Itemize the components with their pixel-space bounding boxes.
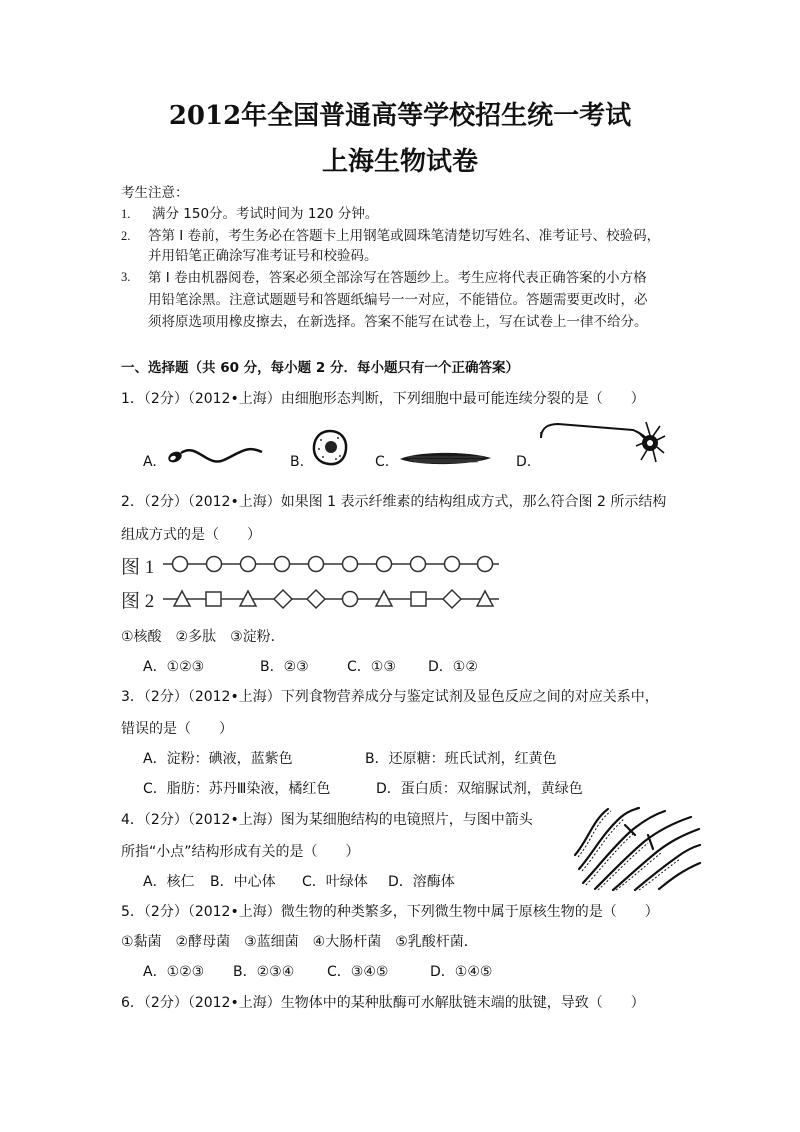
fig2-label: 图 2: [121, 591, 155, 612]
notice-item-line: 第 I 卷由机器阅卷，答案必须全部涂写在答题纱上。考生应将代表正确答案的小方格: [148, 270, 647, 286]
q1-option-c-label: C.: [375, 454, 390, 470]
question-2-stem-line2: 组成方式的是（ ）: [121, 527, 261, 543]
notice-heading: 考生注意：: [121, 185, 189, 201]
page-title-line2: 上海生物试卷: [321, 147, 478, 177]
q1-option-d-label: D.: [516, 454, 532, 470]
q2-option-c: C．①③: [347, 659, 396, 675]
figure-1-chain: [163, 553, 503, 575]
q3-option-a: A．淀粉：碘液，蓝紫色: [143, 751, 293, 767]
question-4-stem-line2: 所指“小点”结构形成有关的是（ ）: [121, 844, 360, 860]
q2-option-a: A．①②③: [143, 659, 205, 675]
question-4-stem-line1: 4．（2分）（2012•上海）图为某细胞结构的电镜照片，与图中箭头: [121, 812, 533, 828]
question-2-stem-line1: 2．（2分）（2012•上海）如果图 1 表示纤维素的结构组成方式，那么符合图 2 所示结构: [121, 494, 667, 510]
q4-option-c: C．叶绿体: [302, 874, 368, 890]
q4-option-b: B．中心体: [210, 874, 276, 890]
notice-item-line: 用铅笔涂黑。注意试题题号和答题纸编号一一对应，不能错位。答题需要更改时，必: [148, 292, 648, 308]
round-cell-figure: [310, 428, 350, 468]
q2-option-b: B．②③: [260, 659, 309, 675]
figure-2-chain: [163, 588, 503, 610]
notice-item-line: 答第 I 卷前，考生务必在答题卡上用钢笔或圆珠笔清楚切写姓名、准考证号、校验码，: [148, 228, 661, 244]
q4-option-d: D．溶酶体: [388, 874, 455, 890]
section-heading: 一、选择题（共 60 分，每小题 2 分．每小题只有一个正确答案）: [121, 360, 519, 376]
notice-item-line: 并用铅笔正确涂写准考证号和校验码。: [148, 248, 378, 264]
neuron-figure: [538, 418, 666, 468]
notice-item-line: 满分 150分。考试时间为 120 分钟。: [152, 206, 379, 222]
page-title-line1: 2012年全国普通高等学校招生统一考试: [168, 101, 632, 131]
question-6-stem: 6．（2分）（2012•上海）生物体中的某种肽酶可水解肽链末端的肽键，导致（ ）: [121, 995, 645, 1011]
q5-option-d: D．①④⑤: [430, 964, 493, 980]
muscle-cell-figure: [398, 449, 493, 469]
q5-option-c: C．③④⑤: [327, 964, 389, 980]
q3-option-d: D．蛋白质：双缩脲试剂，黄绿色: [376, 781, 583, 797]
q1-option-b-label: B.: [290, 454, 305, 470]
q4-option-a: A．核仁: [143, 874, 195, 890]
question-3-stem-line1: 3．（2分）（2012•上海）下列食物营养成分与鉴定试剂及显色反应之间的对应关系中，: [121, 689, 659, 705]
question-2-choices: ①核酸 ②多肽 ③淀粉．: [121, 629, 285, 645]
electron-micrograph-figure: [573, 805, 701, 891]
fig1-label: 图 1: [121, 557, 155, 578]
q5-option-a: A．①②③: [143, 964, 205, 980]
q5-option-b: B．②③④: [233, 964, 295, 980]
notice-item-num: 3.: [121, 270, 131, 284]
q3-option-b: B．还原糖：班氏试剂，红黄色: [365, 751, 557, 767]
notice-item-num: 1.: [121, 207, 131, 221]
sperm-cell-figure: [162, 440, 272, 470]
question-1-stem: 1．（2分）（2012•上海）由细胞形态判断，下列细胞中最可能连续分裂的是（ ）: [121, 391, 645, 407]
question-3-stem-line2: 错误的是（ ）: [121, 721, 233, 737]
q2-option-d: D．①②: [428, 659, 478, 675]
question-5-stem: 5．（2分）（2012•上海）微生物的种类繁多，下列微生物中属于原核生物的是（ ）: [121, 904, 659, 920]
question-5-choices: ①黏菌 ②酵母菌 ③蓝细菌 ④大肠杆菌 ⑤乳酸杆菌．: [121, 934, 478, 950]
notice-item-num: 2.: [121, 229, 131, 243]
notice-item-line: 须将原选项用橡皮擦去，在新选择。答案不能写在试卷上，写在试卷上一律不给分。: [148, 314, 648, 330]
q3-option-c: C．脂肪：苏丹Ⅲ染液，橘红色: [143, 781, 331, 797]
q1-option-a-label: A.: [143, 454, 157, 470]
